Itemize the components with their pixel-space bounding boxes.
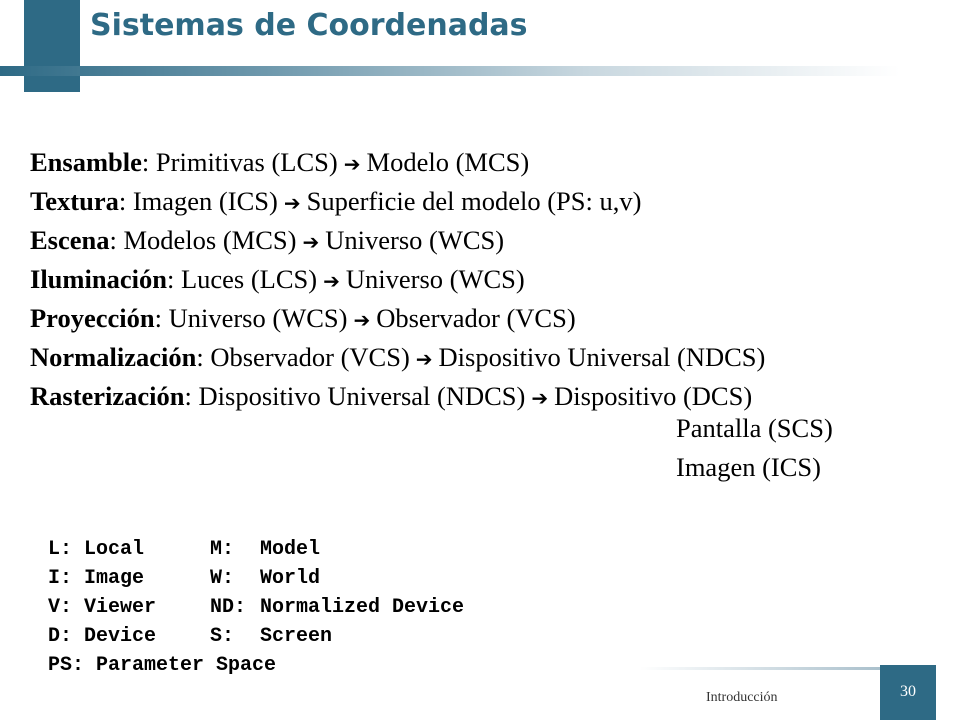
pipeline-target: Dispositivo Universal (NDCS) [438,342,766,372]
legend-key: S: [210,625,235,648]
pipeline-line [30,299,765,338]
pipeline-term: Escena [30,225,110,255]
raster-target-screen: Pantalla (SCS) [676,413,833,443]
legend-row [48,622,464,651]
abbreviation-legend [48,535,464,680]
legend-key: M: [210,538,235,561]
legend-value: Device [84,625,157,648]
arrow-right-icon: ➔ [415,347,433,371]
legend-value: Normalized Device [260,596,465,619]
pipeline-line [30,377,765,416]
title-accent-block [24,0,80,92]
pipeline-source: : Primitivas (LCS) [141,147,338,177]
legend-value: Screen [260,625,333,648]
pipeline-term: Textura [30,186,119,216]
pipeline-line [30,338,765,377]
arrow-right-icon: ➔ [353,308,371,332]
pipeline-target: Universo (WCS) [325,225,505,255]
legend-row [48,564,464,593]
arrow-right-icon: ➔ [343,152,361,176]
arrow-right-icon: ➔ [283,191,301,215]
pipeline-term: Iluminación [30,264,167,294]
raster-target-image: Imagen (ICS) [676,452,821,482]
legend-key: I: [48,567,73,590]
legend-value: Local [84,538,145,561]
footer-gradient-line [640,667,880,670]
pipeline-target: Universo (WCS) [345,264,525,294]
pipeline-list [30,143,765,416]
pipeline-source: : Imagen (ICS) [118,186,278,216]
pipeline-target: Dispositivo (DCS) [554,381,753,411]
pipeline-line [30,221,765,260]
legend-row [48,593,464,622]
pipeline-line [30,143,765,182]
pipeline-source: : Observador (VCS) [196,342,410,372]
slide-title: Sistemas de Coordenadas [90,8,528,43]
pipeline-target: Observador (VCS) [376,303,576,333]
legend-value: Model [260,538,321,561]
pipeline-source: : Dispositivo Universal (NDCS) [184,381,526,411]
pipeline-term: Normalización [30,342,197,372]
page-number: 30 [900,683,916,700]
pipeline-term: Ensamble [30,147,142,177]
legend-value: Viewer [84,596,157,619]
pipeline-target: Superficie del modelo (PS: u,v) [306,186,642,216]
legend-key: V: [48,596,73,619]
legend-key: PS: [48,654,85,677]
pipeline-line [30,260,765,299]
legend-key: D: [48,625,73,648]
legend-row [48,651,464,680]
arrow-right-icon: ➔ [323,269,340,293]
pipeline-source: : Universo (WCS) [154,303,348,333]
legend-value: Parameter Space [96,654,277,677]
arrow-right-icon: ➔ [302,230,320,254]
legend-key: W: [210,567,235,590]
legend-value: Image [84,567,145,590]
pipeline-term: Rasterización [30,381,185,411]
legend-row [48,535,464,564]
title-gradient-bar [0,66,900,76]
pipeline-line [30,182,765,221]
legend-key: L: [48,538,73,561]
pipeline-term: Proyección [30,303,155,333]
legend-value: World [260,567,321,590]
footer-section-label: Introducción [706,690,778,705]
legend-key: ND: [210,596,247,619]
arrow-right-icon: ➔ [531,386,549,410]
pipeline-target: Modelo (MCS) [366,147,530,177]
pipeline-source: : Modelos (MCS) [109,225,297,255]
pipeline-source: : Luces (LCS) [166,264,318,294]
